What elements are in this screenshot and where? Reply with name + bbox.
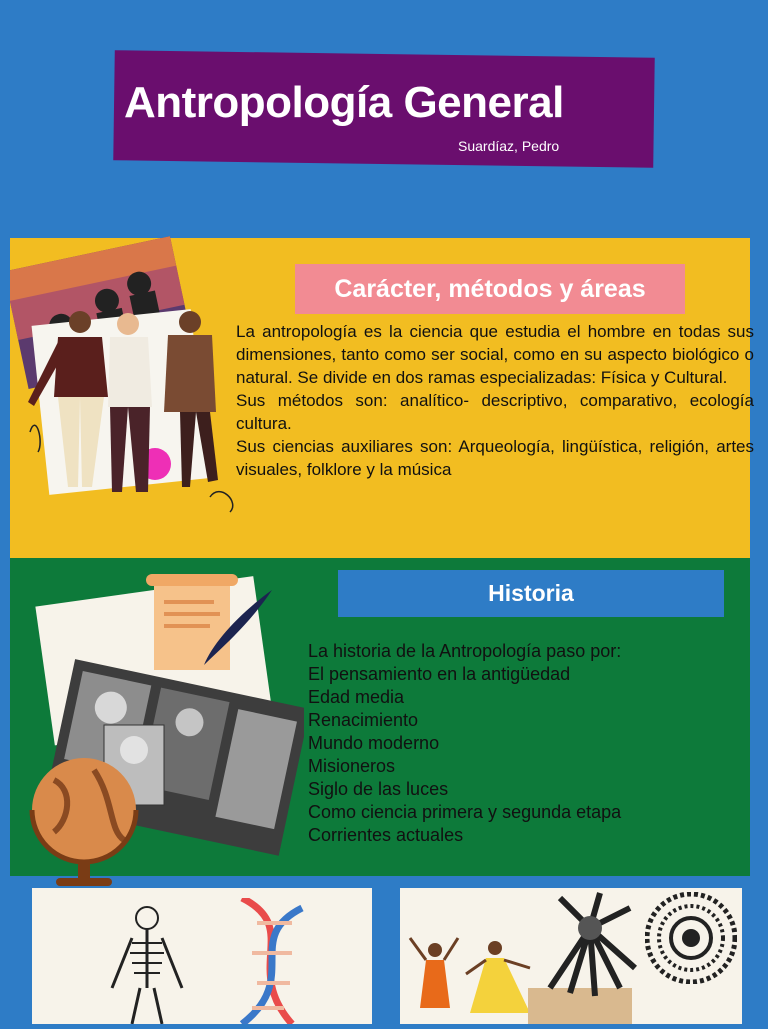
list-item: Renacimiento [308,710,419,730]
globe-icon [32,758,136,886]
mandala-icon [645,892,737,984]
historia-heading: Historia [488,580,574,606]
list-item: Mundo moderno [308,733,440,753]
historia-list [308,640,738,847]
historia-intro: La historia de la Antropología paso por: [308,641,622,661]
people-illustration [10,232,240,522]
page-title: Antropología General [124,78,564,127]
headdress-icon [540,888,640,998]
paragraph-line: Sus métodos son: analítico- descriptivo, comparativo, ecología cultura. [236,391,754,433]
list-item: Como ciencia primera y segunda etapa [308,802,622,822]
list-item: Siglo de las luces [308,779,449,799]
list-item: El pensamiento en la antigüedad [308,664,571,684]
author-name: Suardíaz, Pedro [458,138,560,154]
old-photos-collage [14,570,304,890]
caracter-heading: Carácter, métodos y áreas [334,275,646,303]
bottom-panel-right [400,888,742,1024]
paragraph-line: Sus ciencias auxiliares son: Arqueología, lingüística, religión, artes visuales, folklore y la música [236,437,754,479]
bottom-panel-left [32,888,372,1024]
list-item: Edad media [308,687,405,707]
paragraph-line: La antropología es la ciencia que estudia el hombre en todas sus dimensiones, tanto como ser social, como en su aspecto biológico o natural. Se divide en dos ramas especializadas: Física y Cultural. [236,322,754,387]
list-item: Misioneros [308,756,396,776]
dna-icon [222,898,322,1024]
list-item: Corrientes actuales [308,825,464,845]
caracter-paragraph [236,320,754,481]
